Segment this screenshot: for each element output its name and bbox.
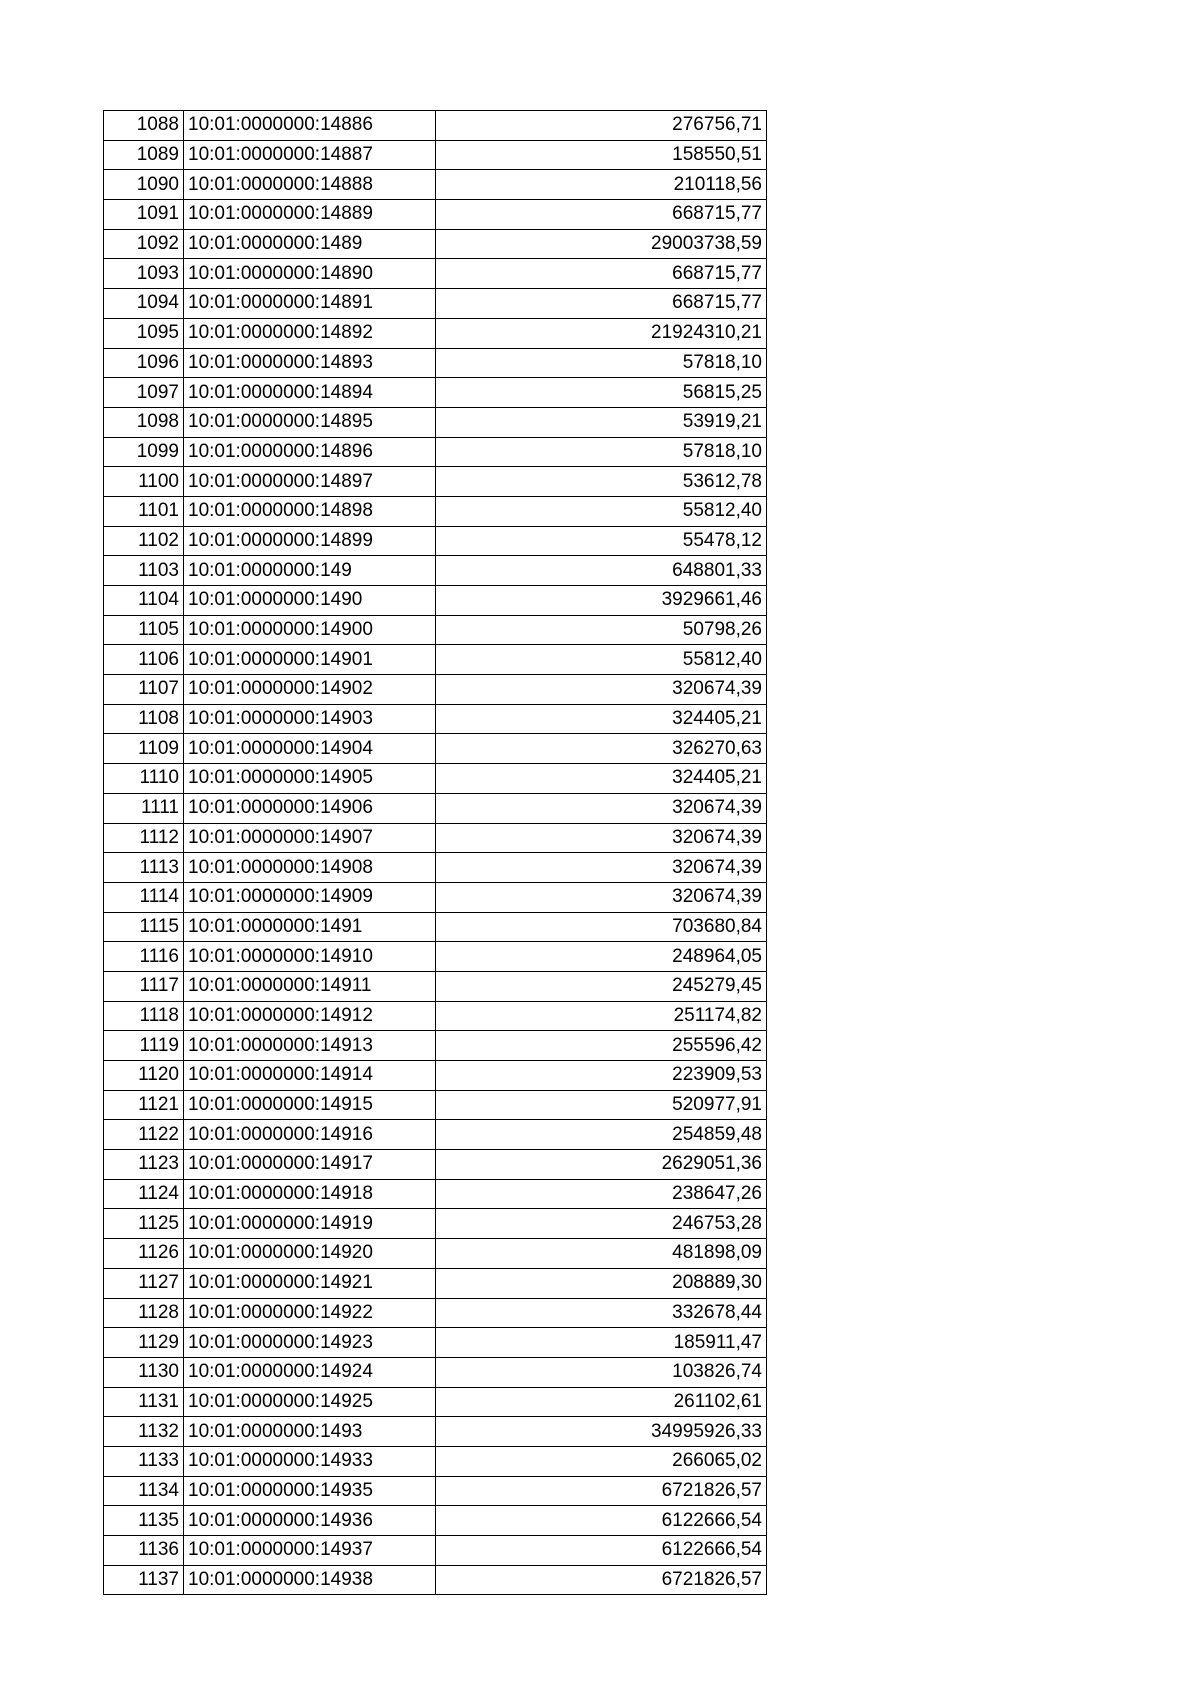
value-cell: 320674,39 <box>436 823 767 853</box>
cadastral-number-cell: 10:01:0000000:14904 <box>184 734 436 764</box>
table-row <box>104 1446 767 1476</box>
cadastral-number-cell: 10:01:0000000:14897 <box>184 467 436 497</box>
cadastral-number-cell: 10:01:0000000:14896 <box>184 437 436 467</box>
row-number-cell: 1121 <box>104 1090 184 1120</box>
cadastral-number-cell: 10:01:0000000:149 <box>184 556 436 586</box>
row-number-cell: 1128 <box>104 1298 184 1328</box>
cadastral-number-cell: 10:01:0000000:14908 <box>184 853 436 883</box>
table-row <box>104 1565 767 1595</box>
table-row <box>104 882 767 912</box>
row-number-cell: 1099 <box>104 437 184 467</box>
value-cell: 481898,09 <box>436 1239 767 1269</box>
row-number-cell: 1125 <box>104 1209 184 1239</box>
row-number-cell: 1110 <box>104 764 184 794</box>
row-number-cell: 1120 <box>104 1061 184 1091</box>
table-row <box>104 200 767 230</box>
cadastral-number-cell: 10:01:0000000:14913 <box>184 1031 436 1061</box>
row-number-cell: 1127 <box>104 1268 184 1298</box>
table-row <box>104 1061 767 1091</box>
row-number-cell: 1108 <box>104 704 184 734</box>
row-number-cell: 1124 <box>104 1179 184 1209</box>
value-cell: 320674,39 <box>436 882 767 912</box>
table-row <box>104 1476 767 1506</box>
table-row <box>104 1209 767 1239</box>
value-cell: 53919,21 <box>436 407 767 437</box>
row-number-cell: 1100 <box>104 467 184 497</box>
table-row <box>104 259 767 289</box>
value-cell: 668715,77 <box>436 289 767 319</box>
row-number-cell: 1132 <box>104 1417 184 1447</box>
value-cell: 223909,53 <box>436 1061 767 1091</box>
row-number-cell: 1111 <box>104 793 184 823</box>
table-row <box>104 437 767 467</box>
table-row <box>104 496 767 526</box>
value-cell: 332678,44 <box>436 1298 767 1328</box>
table-row <box>104 823 767 853</box>
cadastral-number-cell: 10:01:0000000:14937 <box>184 1536 436 1566</box>
row-number-cell: 1133 <box>104 1446 184 1476</box>
cadastral-number-cell: 10:01:0000000:14886 <box>184 111 436 141</box>
cadastral-number-cell: 10:01:0000000:14900 <box>184 615 436 645</box>
cadastral-number-cell: 10:01:0000000:14916 <box>184 1120 436 1150</box>
cadastral-number-cell: 10:01:0000000:14909 <box>184 882 436 912</box>
cadastral-number-cell: 10:01:0000000:14894 <box>184 378 436 408</box>
value-cell: 29003738,59 <box>436 229 767 259</box>
row-number-cell: 1102 <box>104 526 184 556</box>
table-row <box>104 1506 767 1536</box>
value-cell: 320674,39 <box>436 793 767 823</box>
value-cell: 648801,33 <box>436 556 767 586</box>
cadastral-number-cell: 10:01:0000000:14933 <box>184 1446 436 1476</box>
cadastral-number-cell: 10:01:0000000:14889 <box>184 200 436 230</box>
cadastral-number-cell: 10:01:0000000:14898 <box>184 496 436 526</box>
table-row <box>104 1387 767 1417</box>
cadastral-number-cell: 10:01:0000000:14914 <box>184 1061 436 1091</box>
value-cell: 276756,71 <box>436 111 767 141</box>
row-number-cell: 1134 <box>104 1476 184 1506</box>
row-number-cell: 1117 <box>104 971 184 1001</box>
cadastral-number-cell: 10:01:0000000:14918 <box>184 1179 436 1209</box>
cadastral-number-cell: 10:01:0000000:14895 <box>184 407 436 437</box>
row-number-cell: 1136 <box>104 1536 184 1566</box>
table-row <box>104 1179 767 1209</box>
value-cell: 50798,26 <box>436 615 767 645</box>
value-cell: 6122666,54 <box>436 1536 767 1566</box>
value-cell: 6721826,57 <box>436 1565 767 1595</box>
value-cell: 668715,77 <box>436 200 767 230</box>
value-cell: 55478,12 <box>436 526 767 556</box>
cadastral-number-cell: 10:01:0000000:14917 <box>184 1150 436 1180</box>
cadastral-number-cell: 10:01:0000000:14923 <box>184 1328 436 1358</box>
cadastral-number-cell: 10:01:0000000:14936 <box>184 1506 436 1536</box>
value-cell: 324405,21 <box>436 704 767 734</box>
value-cell: 320674,39 <box>436 675 767 705</box>
row-number-cell: 1115 <box>104 912 184 942</box>
cadastral-number-cell: 10:01:0000000:14902 <box>184 675 436 705</box>
table-row <box>104 111 767 141</box>
table-row <box>104 971 767 1001</box>
table-row <box>104 1031 767 1061</box>
value-cell: 251174,82 <box>436 1001 767 1031</box>
value-cell: 520977,91 <box>436 1090 767 1120</box>
cadastral-value-table <box>103 110 767 1595</box>
row-number-cell: 1104 <box>104 586 184 616</box>
value-cell: 324405,21 <box>436 764 767 794</box>
row-number-cell: 1119 <box>104 1031 184 1061</box>
row-number-cell: 1130 <box>104 1357 184 1387</box>
row-number-cell: 1098 <box>104 407 184 437</box>
row-number-cell: 1095 <box>104 318 184 348</box>
row-number-cell: 1113 <box>104 853 184 883</box>
cadastral-number-cell: 10:01:0000000:14890 <box>184 259 436 289</box>
value-cell: 6721826,57 <box>436 1476 767 1506</box>
row-number-cell: 1116 <box>104 942 184 972</box>
table-row <box>104 1239 767 1269</box>
value-cell: 158550,51 <box>436 140 767 170</box>
cadastral-number-cell: 10:01:0000000:14893 <box>184 348 436 378</box>
cadastral-number-cell: 10:01:0000000:14915 <box>184 1090 436 1120</box>
table-body <box>104 111 767 1595</box>
cadastral-number-cell: 10:01:0000000:14899 <box>184 526 436 556</box>
value-cell: 185911,47 <box>436 1328 767 1358</box>
value-cell: 6122666,54 <box>436 1506 767 1536</box>
value-cell: 255596,42 <box>436 1031 767 1061</box>
row-number-cell: 1126 <box>104 1239 184 1269</box>
table-row <box>104 912 767 942</box>
row-number-cell: 1106 <box>104 645 184 675</box>
table-row <box>104 289 767 319</box>
row-number-cell: 1096 <box>104 348 184 378</box>
table-row <box>104 1150 767 1180</box>
table-row <box>104 407 767 437</box>
cadastral-number-cell: 10:01:0000000:14906 <box>184 793 436 823</box>
value-cell: 326270,63 <box>436 734 767 764</box>
table-row <box>104 586 767 616</box>
table-row <box>104 1328 767 1358</box>
value-cell: 2629051,36 <box>436 1150 767 1180</box>
table-row <box>104 1001 767 1031</box>
value-cell: 21924310,21 <box>436 318 767 348</box>
row-number-cell: 1089 <box>104 140 184 170</box>
row-number-cell: 1101 <box>104 496 184 526</box>
table-row <box>104 140 767 170</box>
cadastral-number-cell: 10:01:0000000:14907 <box>184 823 436 853</box>
row-number-cell: 1090 <box>104 170 184 200</box>
cadastral-number-cell: 10:01:0000000:14911 <box>184 971 436 1001</box>
table-row <box>104 467 767 497</box>
row-number-cell: 1129 <box>104 1328 184 1358</box>
value-cell: 57818,10 <box>436 348 767 378</box>
table-row <box>104 378 767 408</box>
row-number-cell: 1123 <box>104 1150 184 1180</box>
cadastral-number-cell: 10:01:0000000:14924 <box>184 1357 436 1387</box>
table-row <box>104 1268 767 1298</box>
table-row <box>104 942 767 972</box>
cadastral-number-cell: 10:01:0000000:1493 <box>184 1417 436 1447</box>
cadastral-number-cell: 10:01:0000000:14921 <box>184 1268 436 1298</box>
value-cell: 34995926,33 <box>436 1417 767 1447</box>
value-cell: 3929661,46 <box>436 586 767 616</box>
cadastral-number-cell: 10:01:0000000:1490 <box>184 586 436 616</box>
row-number-cell: 1122 <box>104 1120 184 1150</box>
row-number-cell: 1107 <box>104 675 184 705</box>
table-row <box>104 615 767 645</box>
cadastral-number-cell: 10:01:0000000:14892 <box>184 318 436 348</box>
value-cell: 668715,77 <box>436 259 767 289</box>
table-row <box>104 1536 767 1566</box>
cadastral-number-cell: 10:01:0000000:14938 <box>184 1565 436 1595</box>
row-number-cell: 1112 <box>104 823 184 853</box>
table-row <box>104 704 767 734</box>
row-number-cell: 1091 <box>104 200 184 230</box>
table-row <box>104 318 767 348</box>
row-number-cell: 1094 <box>104 289 184 319</box>
table-row <box>104 1120 767 1150</box>
value-cell: 254859,48 <box>436 1120 767 1150</box>
row-number-cell: 1114 <box>104 882 184 912</box>
row-number-cell: 1092 <box>104 229 184 259</box>
cadastral-number-cell: 10:01:0000000:14887 <box>184 140 436 170</box>
value-cell: 55812,40 <box>436 496 767 526</box>
table-row <box>104 526 767 556</box>
value-cell: 261102,61 <box>436 1387 767 1417</box>
row-number-cell: 1131 <box>104 1387 184 1417</box>
cadastral-number-cell: 10:01:0000000:14888 <box>184 170 436 200</box>
cadastral-number-cell: 10:01:0000000:14905 <box>184 764 436 794</box>
table-row <box>104 170 767 200</box>
cadastral-number-cell: 10:01:0000000:14910 <box>184 942 436 972</box>
cadastral-number-cell: 10:01:0000000:1491 <box>184 912 436 942</box>
cadastral-number-cell: 10:01:0000000:14920 <box>184 1239 436 1269</box>
value-cell: 103826,74 <box>436 1357 767 1387</box>
table-row <box>104 734 767 764</box>
value-cell: 210118,56 <box>436 170 767 200</box>
table-row <box>104 1357 767 1387</box>
cadastral-number-cell: 10:01:0000000:14919 <box>184 1209 436 1239</box>
value-cell: 55812,40 <box>436 645 767 675</box>
value-cell: 248964,05 <box>436 942 767 972</box>
table-row <box>104 645 767 675</box>
value-cell: 245279,45 <box>436 971 767 1001</box>
table-row <box>104 348 767 378</box>
row-number-cell: 1109 <box>104 734 184 764</box>
cadastral-number-cell: 10:01:0000000:14925 <box>184 1387 436 1417</box>
cadastral-number-cell: 10:01:0000000:1489 <box>184 229 436 259</box>
value-cell: 53612,78 <box>436 467 767 497</box>
table-row <box>104 675 767 705</box>
table-row <box>104 1298 767 1328</box>
cadastral-number-cell: 10:01:0000000:14891 <box>184 289 436 319</box>
value-cell: 208889,30 <box>436 1268 767 1298</box>
cadastral-number-cell: 10:01:0000000:14901 <box>184 645 436 675</box>
table-row <box>104 556 767 586</box>
row-number-cell: 1105 <box>104 615 184 645</box>
value-cell: 238647,26 <box>436 1179 767 1209</box>
value-cell: 57818,10 <box>436 437 767 467</box>
cadastral-number-cell: 10:01:0000000:14922 <box>184 1298 436 1328</box>
table-row <box>104 1417 767 1447</box>
value-cell: 56815,25 <box>436 378 767 408</box>
value-cell: 703680,84 <box>436 912 767 942</box>
row-number-cell: 1135 <box>104 1506 184 1536</box>
value-cell: 320674,39 <box>436 853 767 883</box>
table-row <box>104 853 767 883</box>
row-number-cell: 1118 <box>104 1001 184 1031</box>
row-number-cell: 1103 <box>104 556 184 586</box>
cadastral-number-cell: 10:01:0000000:14935 <box>184 1476 436 1506</box>
row-number-cell: 1097 <box>104 378 184 408</box>
row-number-cell: 1088 <box>104 111 184 141</box>
cadastral-number-cell: 10:01:0000000:14903 <box>184 704 436 734</box>
row-number-cell: 1137 <box>104 1565 184 1595</box>
table-row <box>104 793 767 823</box>
value-cell: 266065,02 <box>436 1446 767 1476</box>
table-row <box>104 229 767 259</box>
table-row <box>104 764 767 794</box>
value-cell: 246753,28 <box>436 1209 767 1239</box>
table-row <box>104 1090 767 1120</box>
cadastral-number-cell: 10:01:0000000:14912 <box>184 1001 436 1031</box>
row-number-cell: 1093 <box>104 259 184 289</box>
